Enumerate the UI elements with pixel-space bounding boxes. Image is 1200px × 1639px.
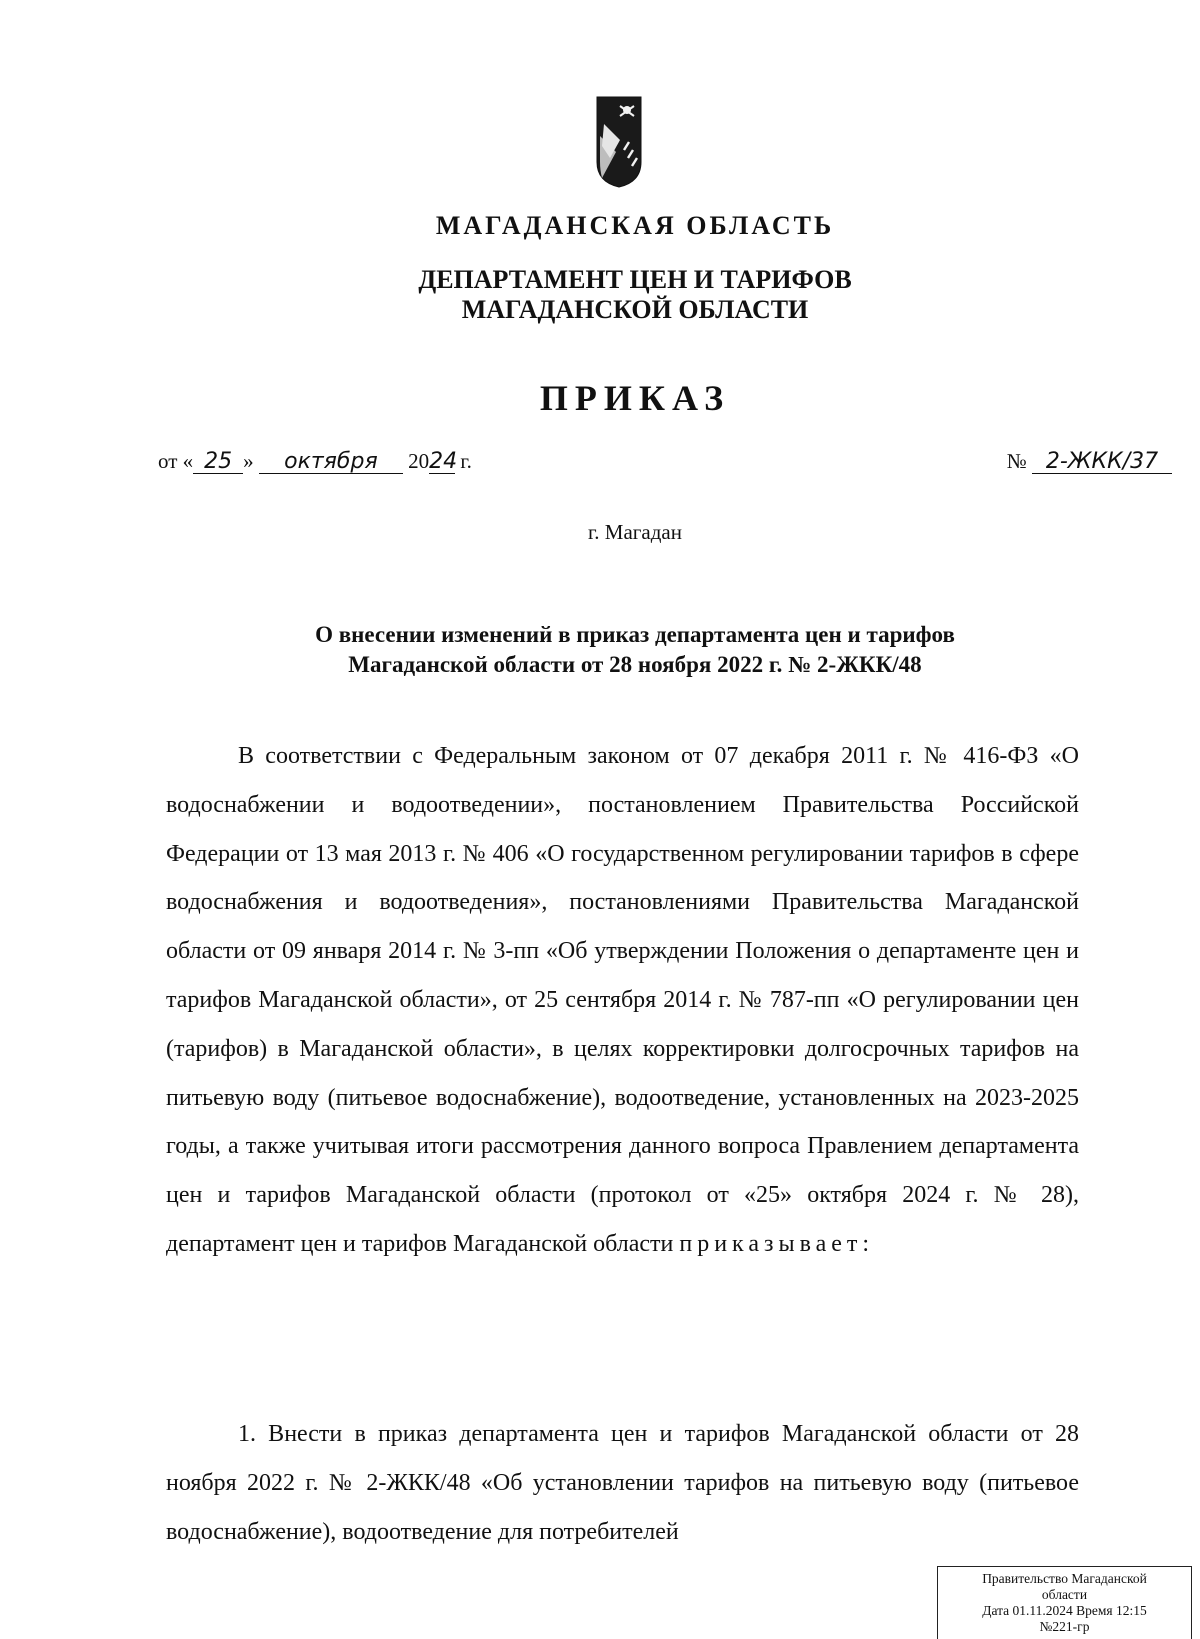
stamp-line-2: области	[1041, 1587, 1088, 1602]
number-value: 2-ЖКК/37	[1032, 451, 1172, 474]
order-number	[1007, 449, 1172, 474]
city: г. Магадан	[588, 520, 682, 544]
order-date	[158, 449, 472, 474]
heading-line-1: О внесении изменений в приказ департамента цен и тарифов	[315, 622, 955, 647]
date-month: октября	[259, 451, 403, 474]
stamp-line-1: Правительство Магаданской	[982, 1571, 1147, 1586]
stamp-line-4: №221-гр	[1039, 1619, 1090, 1634]
stamp-line-3: Дата 01.11.2024 Время 12:15	[982, 1603, 1147, 1618]
paragraph-preamble	[166, 732, 1079, 1269]
preamble-text: В соответствии с Федеральным законом от 07 декабря 2011 г. № 416-ФЗ «О водоснабжении и водоотведении», постановлением Правительства Российской Федерации от 13 мая 2013 г. № 406 «О государственном регулировании тарифов в сфере водоснабжения и водоотведения», постановлениями Правительства Магаданской области от 09 января 2014 г. № 3-пп «Об утверждении Положения о департаменте цен и тарифов Магаданской области», от 25 сентября 2014 г. № 787-пп «О регулировании цен (тарифов) в Магаданской области», в целях корректировки долгосрочных тарифов на питьевую воду (питьевое водоснабжение), водоотведение, установленных на 2023-2025 годы, а также учитывая итоги рассмотрения данного вопроса Правлением департамента цен и тарифов Магаданской области (протокол от «25» октября 2024 г. № 28), департамент цен и тарифов Магаданской области	[166, 743, 1079, 1257]
order-verb: приказывает:	[679, 1230, 875, 1257]
document-heading	[180, 620, 1090, 680]
department-title	[0, 265, 1200, 325]
date-day: 25	[193, 451, 243, 474]
number-prefix: №	[1006, 449, 1027, 473]
department-title-line-2: МАГАДАНСКОЙ ОБЛАСТИ	[461, 295, 809, 324]
date-prefix: от «	[158, 449, 194, 473]
order-title: ПРИКАЗ	[539, 378, 731, 418]
region-title: МАГАДАНСКАЯ ОБЛАСТЬ	[435, 211, 835, 240]
year-prefix: 20	[408, 449, 430, 473]
date-suffix: г.	[460, 449, 472, 473]
department-title-line-1: ДЕПАРТАМЕНТ ЦЕН И ТАРИФОВ	[418, 265, 852, 294]
paragraph-item-1: 1. Внести в приказ департамента цен и тарифов Магаданской области от 28 ноября 2022 г. № 2-ЖКК/48 «Об установлении тарифов на питьевую воду (питьевое водоснабжение), водоотведение для потребителей	[166, 1421, 1079, 1545]
year-suffix: 24	[429, 449, 458, 474]
date-separator: »	[243, 449, 254, 473]
heading-line-2: Магаданской области от 28 ноября 2022 г. № 2-ЖКК/48	[348, 652, 922, 677]
registration-stamp	[937, 1566, 1192, 1639]
coat-of-arms-icon	[596, 96, 642, 188]
